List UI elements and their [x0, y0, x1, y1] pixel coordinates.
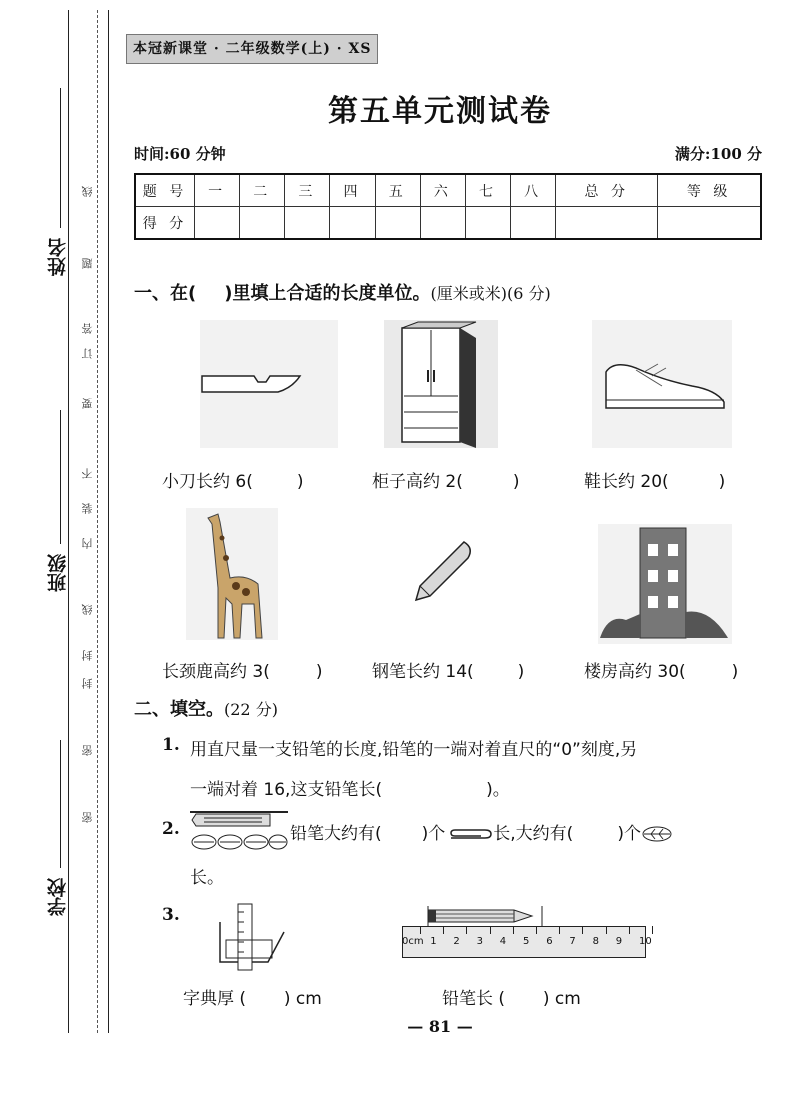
page-title: 第五单元测试卷: [328, 94, 552, 129]
building-text: 楼房高约 30(: [584, 662, 686, 682]
binding-char: 封: [81, 650, 94, 661]
binding-char: 密: [81, 745, 94, 756]
shoe-image: [592, 320, 732, 448]
score-cell[interactable]: [658, 207, 761, 240]
pencil-ruler-figure: [398, 904, 652, 960]
q1-text: 一端对着 16,这支铅笔长(: [190, 780, 383, 800]
question-2-line1: [290, 819, 673, 844]
score-header-cell: 二: [240, 174, 285, 207]
pen-icon: [404, 530, 480, 610]
q2-text-c: 长,大约有(: [493, 824, 574, 844]
binding-char: 要: [81, 398, 94, 409]
class-field[interactable]: [60, 410, 61, 544]
score-row-label: 得 分: [135, 207, 195, 240]
dictionary-ruler-icon: [212, 902, 288, 972]
ruler-tick-mark: [490, 926, 491, 934]
pencil-icon: [398, 904, 648, 926]
score-header-cell: 一: [195, 174, 240, 207]
ruler-tick-mark: [582, 926, 583, 934]
score-value-row: [135, 207, 761, 240]
binding-char: 封: [81, 678, 94, 689]
question-3-number: 3.: [162, 905, 180, 925]
ruler-tick-mark: [606, 926, 607, 934]
paren-close: ): [296, 472, 304, 492]
cabinet-image: [384, 320, 498, 448]
margin-line-dashed: [97, 10, 98, 1033]
cabinet-text: 柜子高约 2(: [372, 472, 463, 492]
class-label: 班级: [47, 554, 69, 592]
ruler-tick-mark: [559, 926, 560, 934]
ruler-tick-mark: [466, 926, 467, 934]
binding-char: 线: [81, 604, 94, 615]
pen-text: 钢笔长约 14(: [372, 662, 474, 682]
shoe-question: [584, 467, 725, 492]
ruler-tick-mark: [443, 926, 444, 934]
binding-char: 题: [81, 258, 94, 269]
shoe-text: 鞋长约 20(: [584, 472, 669, 492]
score-cell[interactable]: [511, 207, 556, 240]
paren-close: ): [731, 662, 739, 682]
section1-heading-a: 一、在(: [134, 283, 197, 304]
score-header-cell: 六: [420, 174, 465, 207]
score-header-cell: 四: [330, 174, 375, 207]
score-cell[interactable]: [465, 207, 510, 240]
question-2-number: 2.: [162, 819, 180, 839]
knife-image: [200, 320, 338, 448]
cabinet-question: [372, 467, 520, 492]
section1-heading-b: )里填上合适的长度单位。: [224, 283, 431, 304]
knife-question: [162, 467, 304, 492]
question-1-line2: [190, 775, 510, 800]
binding-char: 不: [81, 468, 94, 479]
knife-text: 小刀长约 6(: [162, 472, 253, 492]
score-cell[interactable]: [240, 207, 285, 240]
binding-char: 答: [81, 323, 94, 334]
score-cell[interactable]: [556, 207, 658, 240]
ruler-tick-label: 10: [639, 936, 652, 947]
score-header-cell: 三: [285, 174, 330, 207]
section2-note: (22 分): [224, 700, 278, 719]
question-1-number: 1.: [162, 735, 180, 755]
section1-note: (厘米或米)(6 分): [430, 284, 551, 303]
ruler-tick-label: 4: [499, 936, 507, 947]
binding-char: 密: [81, 812, 94, 823]
giraffe-text: 长颈鹿高约 3(: [162, 662, 270, 682]
series-tag: 本冠新课堂 · 二年级数学(上) · XS: [126, 34, 378, 64]
giraffe-question: [162, 657, 323, 682]
ruler-tick-label: 5: [523, 936, 530, 947]
school-field[interactable]: [60, 740, 61, 868]
score-cell[interactable]: [420, 207, 465, 240]
section2-heading: [134, 695, 278, 721]
building-image: [598, 524, 732, 644]
score-cell[interactable]: [285, 207, 330, 240]
building-icon: [598, 524, 732, 644]
score-header-row: [135, 174, 761, 207]
q2-text-d: )个: [617, 824, 641, 844]
ruler-tick-mark: [420, 926, 421, 934]
building-question: [584, 657, 738, 682]
q2-text-a: 铅笔大约有(: [290, 824, 382, 844]
ruler-tick-label: 2: [453, 936, 460, 947]
shoe-icon: [592, 320, 732, 448]
score-header-cell: 等 级: [658, 174, 761, 207]
pencil-leaves-icon: [190, 810, 288, 854]
time-limit: 时间:60 分钟: [134, 145, 226, 163]
score-header-cell: 八: [511, 174, 556, 207]
ruler-tick-label: 8: [592, 936, 599, 947]
cabinet-icon: [384, 320, 498, 448]
leaf-icon: [641, 825, 673, 843]
ruler-ticks: [402, 926, 652, 956]
question-1-line1: 用直尺量一支铅笔的长度,铅笔的一端对着直尺的“0”刻度,另: [190, 740, 638, 760]
ruler-tick-mark: [536, 926, 537, 934]
giraffe-icon: [186, 508, 278, 640]
pen-question: [372, 657, 524, 682]
score-cell[interactable]: [195, 207, 240, 240]
binding-char: 订: [81, 348, 94, 359]
page-number: — 81 —: [407, 1017, 473, 1036]
binding-char: 内: [81, 538, 94, 549]
section1-heading: [134, 279, 551, 305]
score-header-cell: 七: [465, 174, 510, 207]
ruler-tick-mark: [652, 926, 653, 934]
ruler-tick-label: 1: [430, 936, 437, 947]
score-header-cell: 题 号: [135, 174, 195, 207]
score-cell[interactable]: [375, 207, 420, 240]
giraffe-image: [186, 508, 278, 640]
question-2-line2: 长。: [190, 868, 224, 888]
ruler-tick-label: 0cm: [402, 936, 424, 947]
question-3-pencil: 铅笔长 ( ) cm: [442, 989, 581, 1009]
ruler-tick-label: 3: [476, 936, 483, 947]
ruler-tick-mark: [629, 926, 630, 934]
ruler-tick-label: 7: [569, 936, 576, 947]
ruler-tick-mark: [513, 926, 514, 934]
q1-end: )。: [486, 780, 510, 800]
knife-icon: [200, 320, 338, 448]
paren-close: ): [315, 662, 323, 682]
score-header-cell: 五: [375, 174, 420, 207]
paren-close: ): [517, 662, 525, 682]
school-label: 学校: [47, 878, 69, 916]
pen-image: [404, 530, 480, 610]
score-header-cell: 总 分: [556, 174, 658, 207]
ruler-tick-label: 9: [615, 936, 623, 947]
q2-text-b: )个: [421, 824, 446, 844]
question-3-dictionary: 字典厚 ( ) cm: [183, 989, 322, 1009]
name-label: 姓名: [47, 238, 69, 276]
paren-close: ): [512, 472, 520, 492]
binding-char: 装: [81, 503, 94, 514]
binding-char: 线: [81, 186, 94, 197]
ruler-tick-label: 6: [546, 936, 553, 947]
section2-heading-text: 二、填空。: [134, 699, 224, 720]
paren-close: ): [718, 472, 726, 492]
score-cell[interactable]: [330, 207, 375, 240]
full-score: 满分:100 分: [674, 145, 762, 163]
paperclip-icon: [445, 826, 493, 842]
score-table: [134, 173, 762, 240]
margin-line-inner: [108, 10, 109, 1033]
